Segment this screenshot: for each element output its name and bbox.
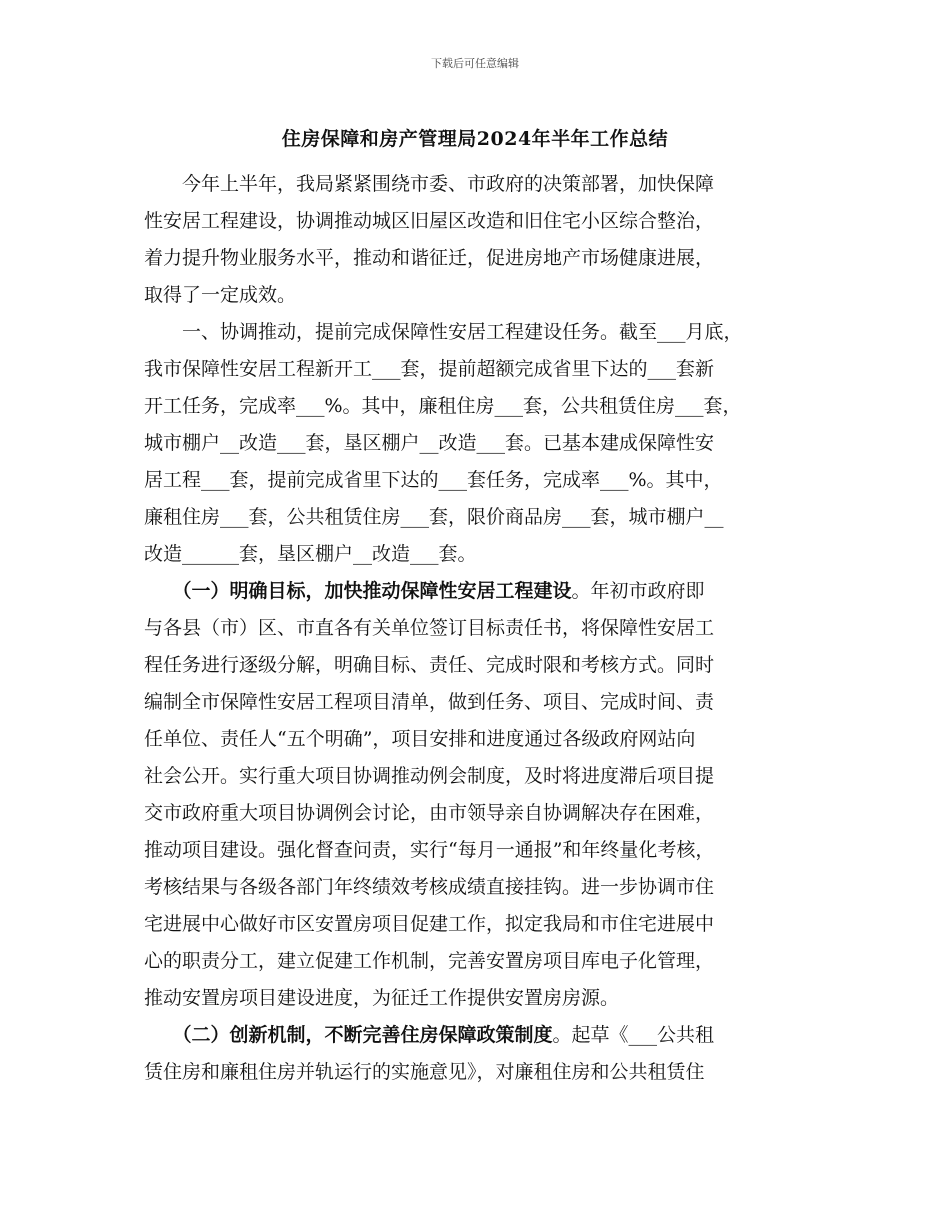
section-heading: （二）创新机制，不断完善住房保障政策制度 bbox=[144, 1024, 553, 1046]
section-heading-line bbox=[144, 1017, 812, 1054]
section-heading: （一）明确目标，加快推动保障性安居工程建设 bbox=[144, 580, 572, 602]
body-line: 着力提升物业服务水平，推动和谐征迁，促进房地产市场健康进展， bbox=[144, 247, 715, 269]
document-body bbox=[144, 166, 812, 1091]
body-line: 推动安置房项目建设进度，为征迁工作提供安置房房源。 bbox=[144, 987, 620, 1009]
body-line: 交市政府重大项目协调例会讨论，由市领导亲自协调解决存在困难， bbox=[144, 802, 715, 824]
body-line: 心的职责分工，建立促建工作机制，完善安置房项目库电子化管理， bbox=[144, 950, 715, 972]
body-line: 廉租住房___套，公共租赁住房___套，限价商品房___套，城市棚户__ bbox=[144, 506, 724, 528]
body-line: 考核结果与各级各部门年终绩效考核成绩直接挂钩。进一步协调市住 bbox=[144, 876, 715, 898]
body-line: 宅进展中心做好市区安置房项目促建工作，拟定我局和市住宅进展中 bbox=[144, 913, 715, 935]
body-line: 任单位、责任人“五个明确”，项目安排和进度通过各级政府网站向 bbox=[144, 728, 696, 750]
body-line: 一、协调推动，提前完成保障性安居工程建设任务。截至___月底， bbox=[144, 321, 743, 343]
body-line: 居工程___套，提前完成省里下达的___套任务，完成率___%。其中， bbox=[144, 469, 723, 491]
body-line: 开工任务，完成率___%。其中，廉租住房___套，公共租赁住房___套， bbox=[144, 395, 742, 417]
body-line: 程任务进行逐级分解，明确目标、责任、完成时限和考核方式。同时 bbox=[144, 654, 715, 676]
document-title: 住房保障和房产管理局2024年半年工作总结 bbox=[281, 128, 669, 150]
section-heading-line bbox=[144, 573, 812, 610]
body-line: 取得了一定成效。 bbox=[144, 284, 297, 306]
body-line: 赁住房和廉租住房并轨运行的实施意见》，对廉租住房和公共租赁住 bbox=[144, 1061, 705, 1083]
body-line: 我市保障性安居工程新开工___套，提前超额完成省里下达的___套新 bbox=[144, 358, 715, 380]
body-line: 城市棚户__改造___套，垦区棚户__改造___套。已基本建成保障性安 bbox=[144, 432, 715, 454]
body-line: 性安居工程建设，协调推动城区旧屋区改造和旧住宅小区综合整治， bbox=[144, 210, 715, 232]
body-line: 编制全市保障性安居工程项目清单，做到任务、项目、完成时间、责 bbox=[144, 691, 715, 713]
body-line: 推动项目建设。强化督查问责，实行“每月一通报”和年终量化考核， bbox=[144, 839, 715, 861]
page-header-note: 下载后可任意编辑 bbox=[431, 57, 519, 70]
section-heading-rest: 。年初市政府即 bbox=[571, 580, 705, 602]
section-heading-rest: 。起草《___公共租 bbox=[552, 1024, 715, 1046]
body-line: 改造______套，垦区棚户__改造___套。 bbox=[144, 543, 477, 565]
body-line: 社会公开。实行重大项目协调推动例会制度，及时将进度滞后项目提 bbox=[144, 765, 715, 787]
body-line: 与各县（市）区、市直各有关单位签订目标责任书，将保障性安居工 bbox=[144, 617, 715, 639]
body-line: 今年上半年，我局紧紧围绕市委、市政府的决策部署，加快保障 bbox=[144, 173, 715, 195]
